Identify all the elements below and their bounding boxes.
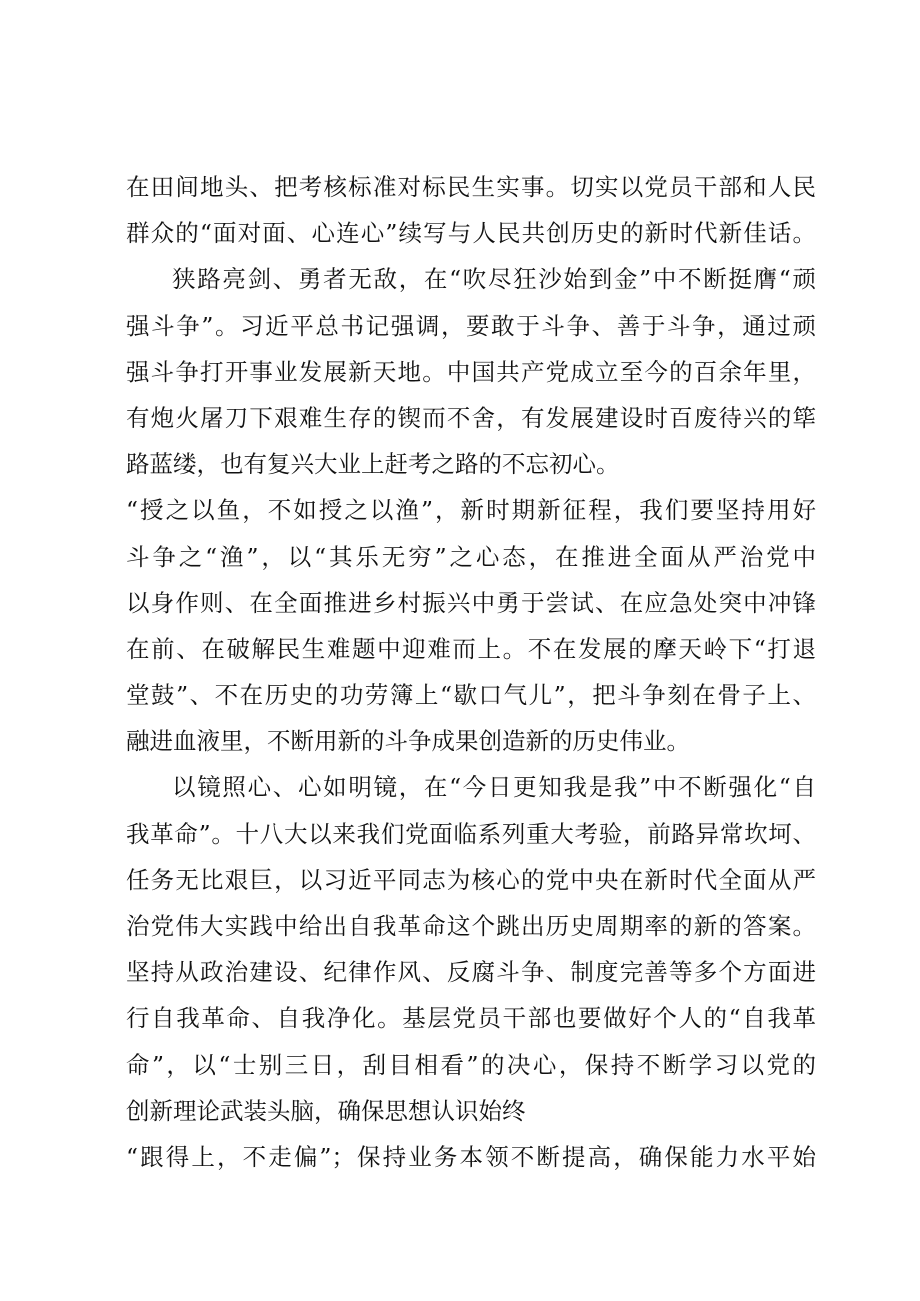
text-line: 在田间地头、把考核标准对标民生实事。切实以党员干部和人民 <box>126 173 816 201</box>
text-line: 在前、在破解民生难题中迎难而上。不在发展的摩天岭下“打退 <box>126 634 816 663</box>
text-line: 创新理论武装头脑，确保思想认识始终 <box>126 1096 526 1125</box>
text-line: 行自我革命、自我净化。基层党员干部也要做好个人的“自我革 <box>126 1004 816 1033</box>
text-line: 以镜照心、心如明镜，在“今日更知我是我”中不断强化“自 <box>172 773 816 802</box>
text-line: 坚持从政治建设、纪律作风、反腐斗争、制度完善等多个方面进 <box>126 958 816 987</box>
text-line: 治党伟大实践中给出自我革命这个跳出历史周期率的新的答案。 <box>126 912 816 940</box>
text-line: 融进血液里，不断用新的斗争成果创造新的历史伟业。 <box>126 727 690 756</box>
text-line: “授之以鱼，不如授之以渔”，新时期新征程，我们要坚持用好 <box>126 496 816 525</box>
text-line: 强斗争”。习近平总书记强调，要敢于斗争、善于斗争，通过顽 <box>126 311 816 340</box>
text-line: 以身作则、在全面推进乡村振兴中勇于尝试、在应急处突中冲锋 <box>126 588 816 617</box>
text-line: 任务无比艰巨，以习近平同志为核心的党中央在新时代全面从严 <box>126 865 816 894</box>
text-line: 路蓝缕，也有复兴大业上赶考之路的不忘初心。 <box>126 450 620 479</box>
text-line: 强斗争打开事业发展新天地。中国共产党成立至今的百余年里， <box>126 357 816 386</box>
text-line: 命”，以“士别三日，刮目相看”的决心，保持不断学习以党的 <box>126 1050 816 1079</box>
text-line: 斗争之“渔”，以“其乐无穷”之心态，在推进全面从严治党中 <box>126 542 816 571</box>
text-line: 有炮火屠刀下艰难生存的锲而不舍，有发展建设时百废待兴的筚 <box>126 403 816 432</box>
text-line: 群众的“面对面、心连心”续写与人民共创历史的新时代新佳话。 <box>126 219 816 248</box>
text-line: 我革命”。十八大以来我们党面临系列重大考验，前路异常坎坷、 <box>126 819 816 848</box>
text-line: 狭路亮剑、勇者无敌，在“吹尽狂沙始到金”中不断挺膺“顽 <box>172 265 816 294</box>
text-line: “跟得上，不走偏”；保持业务本领不断提高，确保能力水平始 <box>126 1142 816 1171</box>
body-text <box>126 164 816 1180</box>
text-line: 堂鼓”、不在历史的功劳簿上“歇口气儿”，把斗争刻在骨子上、 <box>126 681 816 710</box>
